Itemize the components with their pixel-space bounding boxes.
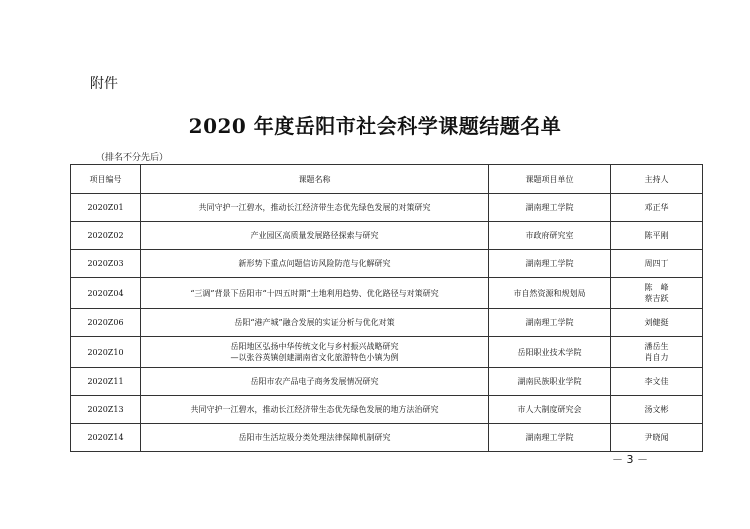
name-line-1: 岳阳地区弘扬中华传统文化与乡村振兴战略研究 bbox=[230, 342, 399, 351]
cell-name: 新形势下重点问题信访风险防范与化解研究 bbox=[141, 250, 489, 278]
cell-code: 2020Z13 bbox=[71, 396, 141, 424]
header-name: 课题名称 bbox=[141, 165, 489, 194]
cell-host bbox=[611, 278, 703, 309]
cell-code: 2020Z02 bbox=[71, 222, 141, 250]
page-number: － 3 － bbox=[612, 453, 648, 466]
table-row bbox=[71, 337, 703, 368]
cell-code: 2020Z14 bbox=[71, 424, 141, 452]
cell-host: 刘健挺 bbox=[611, 309, 703, 337]
cell-name: 产业园区高质量发展路径探索与研究 bbox=[141, 222, 489, 250]
cell-host: 尹晓闻 bbox=[611, 424, 703, 452]
cell-name: 岳阳市生活垃圾分类处理法律保障机制研究 bbox=[141, 424, 489, 452]
table-row bbox=[71, 222, 703, 250]
document-title: 2020 年度岳阳市社会科学课题结题名单 bbox=[188, 114, 562, 138]
cell-code: 2020Z06 bbox=[71, 309, 141, 337]
cell-code: 2020Z10 bbox=[71, 337, 141, 368]
cell-name: 岳阳市农产品电子商务发展情况研究 bbox=[141, 368, 489, 396]
table-row bbox=[71, 396, 703, 424]
host-secondary: 肖自力 bbox=[644, 353, 669, 362]
cell-name bbox=[141, 337, 489, 368]
table-row bbox=[71, 309, 703, 337]
cell-name: 共同守护一江碧水，推动长江经济带生态优先绿色发展的对策研究 bbox=[141, 194, 489, 222]
header-unit: 课题项目单位 bbox=[489, 165, 611, 194]
cell-host: 汤文彬 bbox=[611, 396, 703, 424]
cell-code: 2020Z03 bbox=[71, 250, 141, 278]
table-row bbox=[71, 424, 703, 452]
header-code: 项目编号 bbox=[71, 165, 141, 194]
cell-host bbox=[611, 337, 703, 368]
cell-unit: 湖南理工学院 bbox=[489, 250, 611, 278]
cell-host: 李文佳 bbox=[611, 368, 703, 396]
cell-host: 邓正华 bbox=[611, 194, 703, 222]
host-primary: 陈 峰 bbox=[644, 283, 669, 292]
cell-name: 岳阳“港产城”融合发展的实证分析与优化对策 bbox=[141, 309, 489, 337]
cell-code: 2020Z04 bbox=[71, 278, 141, 309]
cell-host: 周四丁 bbox=[611, 250, 703, 278]
cell-unit: 市政府研究室 bbox=[489, 222, 611, 250]
table-row bbox=[71, 250, 703, 278]
cell-unit: 岳阳职业技术学院 bbox=[489, 337, 611, 368]
cell-unit: 湖南理工学院 bbox=[489, 309, 611, 337]
ranking-note: （排名不分先后） bbox=[96, 153, 169, 163]
cell-name: “三调”背景下岳阳市“十四五时期”土地利用趋势、优化路径与对策研究 bbox=[141, 278, 489, 309]
name-line-2: —以张谷英镇创建湖南省文化旅游特色小镇为例 bbox=[230, 353, 399, 362]
cell-name: 共同守护一江碧水，推动长江经济带生态优先绿色发展的地方法治研究 bbox=[141, 396, 489, 424]
cell-unit: 市人大制度研究会 bbox=[489, 396, 611, 424]
cell-unit: 湖南理工学院 bbox=[489, 194, 611, 222]
table-row bbox=[71, 194, 703, 222]
host-primary: 潘岳生 bbox=[644, 342, 669, 351]
header-host: 主持人 bbox=[611, 165, 703, 194]
table-row bbox=[71, 368, 703, 396]
cell-unit: 湖南理工学院 bbox=[489, 424, 611, 452]
cell-code: 2020Z01 bbox=[71, 194, 141, 222]
cell-unit: 市自然资源和规划局 bbox=[489, 278, 611, 309]
attachment-label: 附件 bbox=[90, 76, 118, 92]
cell-unit: 湖南民族职业学院 bbox=[489, 368, 611, 396]
cell-code: 2020Z11 bbox=[71, 368, 141, 396]
table-header-row bbox=[71, 165, 703, 194]
cell-host: 陈平刚 bbox=[611, 222, 703, 250]
project-table bbox=[70, 164, 703, 452]
host-secondary: 蔡吉跃 bbox=[644, 294, 669, 303]
table-row bbox=[71, 278, 703, 309]
